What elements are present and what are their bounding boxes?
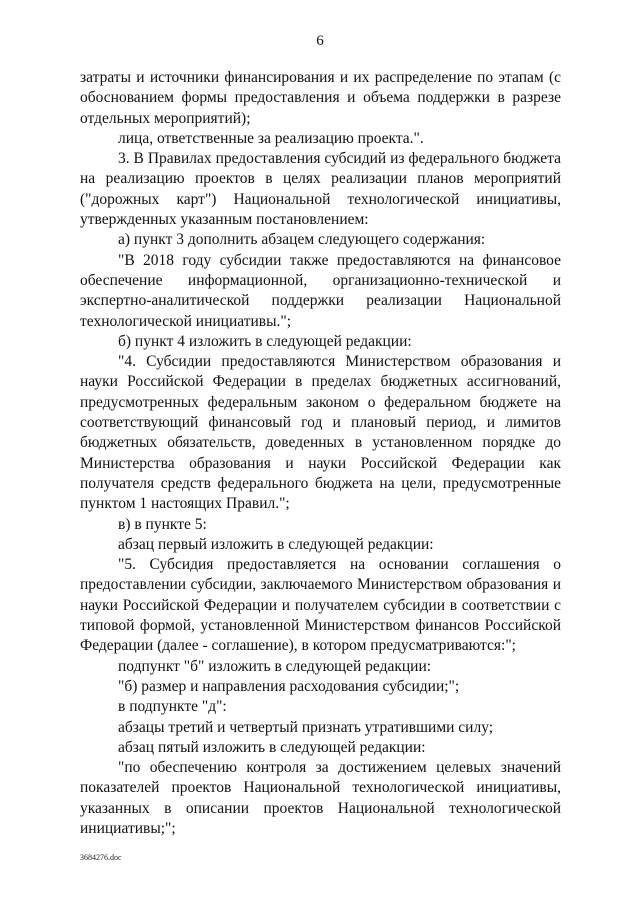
paragraph: "В 2018 году субсидии также предоставляются на финансовое обеспечение информационной, организационно-технической и экспертно-аналитической поддержки реализации Национальной технологической инициативы."; [80, 251, 561, 330]
paragraph: подпункт "б" изложить в следующей редакции: [118, 657, 432, 675]
paragraph: "по обеспечению контроля за достижением целевых значений показателей проектов Национальной технологической инициативы, указанных в описании проектов Национальной технологической инициативы;"; [80, 759, 561, 837]
paragraph: затраты и источники финансирования и их распределение по этапам (с обоснованием формы предоставления и объема поддержки в разрезе отдельных мероприятий); [80, 69, 561, 127]
document-body [80, 68, 561, 839]
paragraph: абзац первый изложить в следующей редакции: [118, 535, 434, 553]
paragraph: а) пункт 3 дополнить абзацем следующего содержания: [118, 231, 486, 249]
paragraph: абзацы третий и четвертый признать утратившими силу; [118, 718, 494, 736]
paragraph: абзац пятый изложить в следующей редакции: [118, 738, 426, 756]
page-number: 6 [316, 33, 324, 49]
paragraph: "б) размер и направления расходования субсидии;"; [118, 677, 460, 695]
paragraph: б) пункт 4 изложить в следующей редакции: [118, 332, 412, 350]
document-file-code: 3684276.doc [80, 853, 122, 862]
paragraph: "4. Субсидии предоставляются Министерством образования и науки Российской Федерации в пределах бюджетных ассигнований, предусмотренных федеральным законом о федеральном бюджете на соответствующий финансовый год и плановый период, и лимитов бюджетных обязательств, доведенных в установленном порядке до Министерства образования и науки Российской Федерации как получателя средств федерального бюджета на цели, предусмотренные пунктом 1 настоящих Правил."; [80, 353, 561, 513]
paragraph: 3. В Правилах предоставления субсидий из федерального бюджета на реализацию проектов в целях реализации планов мероприятий ("дорожных карт") Национальной технологической инициативы, утвержденных указанным постановлением: [80, 150, 561, 229]
paragraph: "5. Субсидия предоставляется на основании соглашения о предоставлении субсидии, заключаемого Министерством образования и науки Российской Федерации и получателем субсидии в соответствии с типовой формой, установленной Министерством финансов Российской Федерации (далее - соглашение), в котором предусматриваются:"; [80, 556, 561, 655]
paragraph: в) в пункте 5: [118, 515, 207, 533]
paragraph: в подпункте "д": [118, 698, 227, 716]
paragraph: лица, ответственные за реализацию проекта.". [118, 129, 424, 147]
